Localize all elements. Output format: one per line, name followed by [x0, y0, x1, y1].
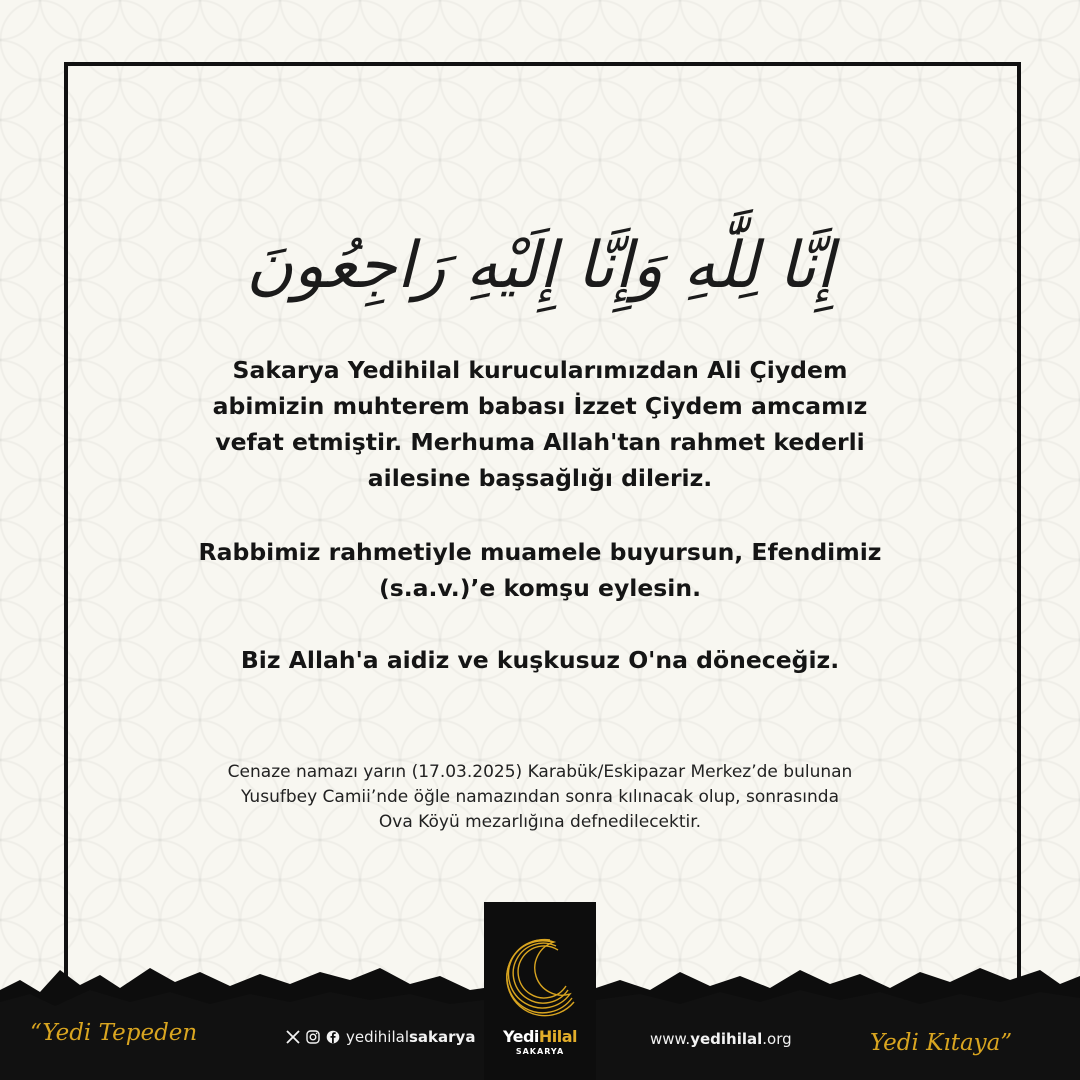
website-link[interactable]: www.yedihilal.org: [650, 1030, 792, 1048]
message-line: (s.a.v.)’e komşu eylesin.: [378, 574, 702, 602]
message-line: vefat etmiştir. Merhuma Allah'tan rahmet kederli: [215, 428, 865, 456]
calligraphy-text: إِنَّا لِلَّٰهِ وَإِنَّا إِلَيْهِ رَاجِعُونَ: [246, 229, 834, 303]
message-paragraph-1: [90, 352, 990, 496]
slogan-right: Yedi Kıtaya”: [870, 1030, 1013, 1056]
funeral-line: Ova Köyü mezarlığına defnedilecektir.: [378, 812, 702, 832]
message-paragraph-3: [90, 642, 990, 678]
facebook-icon[interactable]: [326, 1030, 340, 1044]
brand-part-1: Yedi: [502, 1027, 539, 1046]
funeral-info: [90, 760, 990, 835]
slogan-left: “Yedi Tepeden: [30, 1020, 198, 1046]
brand-name: [484, 1027, 596, 1056]
message-line: Rabbimiz rahmetiyle muamele buyursun, Efendimiz: [198, 538, 882, 566]
x-icon[interactable]: [286, 1030, 300, 1044]
brand-part-2: Hilal: [538, 1027, 578, 1046]
message-line: ailesine başsağlığı dileriz.: [367, 464, 713, 492]
message-line: Sakarya Yedihilal kurucularımızdan Ali Çiydem: [232, 356, 848, 384]
message-line: Biz Allah'a aidiz ve kuşkusuz O'na döneceğiz.: [240, 646, 840, 674]
social-links: [286, 1028, 475, 1046]
message-line: abimizin muhterem babası İzzet Çiydem amcamız: [212, 392, 868, 420]
social-handle[interactable]: yedihilalsakarya: [346, 1028, 476, 1046]
funeral-line: Yusufbey Camii’nde öğle namazından sonra kılınacak olup, sonrasında: [241, 787, 839, 807]
condolence-message: [90, 352, 990, 678]
arabic-calligraphy: [230, 205, 850, 315]
funeral-line: Cenaze namazı yarın (17.03.2025) Karabük/Eskipazar Merkez’de bulunan: [227, 762, 853, 782]
message-paragraph-2: [90, 534, 990, 606]
instagram-icon[interactable]: [306, 1030, 320, 1044]
crescent-logo-icon: [484, 902, 596, 1022]
brand-subtitle: SAKARYA: [515, 1047, 565, 1056]
